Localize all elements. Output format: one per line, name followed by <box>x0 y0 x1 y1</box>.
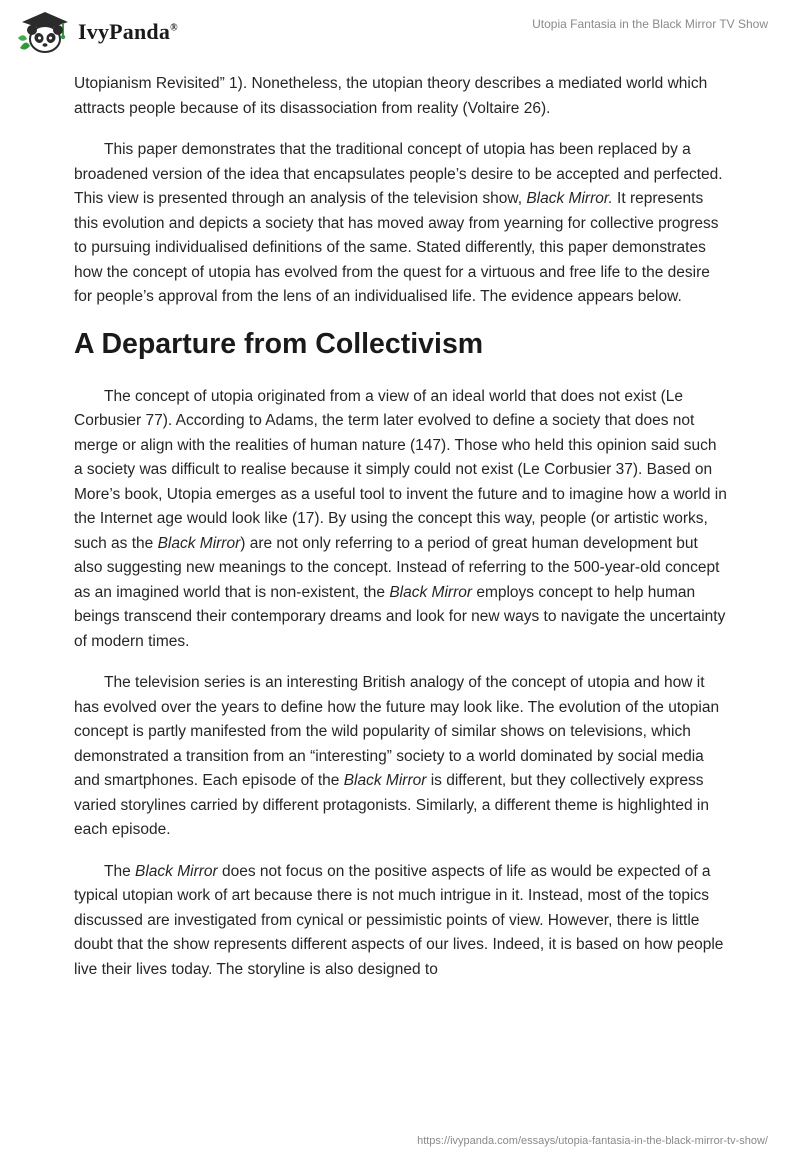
paragraph <box>74 138 728 310</box>
intro-paragraphs <box>74 72 728 310</box>
ivypanda-logo[interactable] <box>16 8 178 56</box>
paragraph-text: This paper demonstrates that the traditional concept of utopia has been replaced by a broadened version of the idea that encapsulates people’s desire to be accepted and perfected. This view is presented through an analysis of the television show, <box>74 141 723 207</box>
paragraph-text: ) are not only referring to a period of great human development but also suggesting new meanings to the concept. Instead of referring to the 500-year-old concept as an imagined world that is non-existent, the <box>74 534 720 601</box>
section-heading: A Departure from Collectivism <box>74 327 484 360</box>
italic-title: Black Mirror <box>343 772 427 789</box>
brand-name: IvyPanda® <box>78 19 178 44</box>
section-paragraphs <box>74 385 728 983</box>
paragraph-text: The <box>104 862 136 880</box>
panda-graduate-icon <box>16 8 74 56</box>
paragraph-text: employs concept to help human beings transcend their contemporary dreams and look for new ways to navigate the uncertainty of modern times. <box>74 583 726 650</box>
italic-title: Black Mirror <box>157 534 241 552</box>
paragraph-text: The television series is an interesting British analogy of the concept of utopia and how it has evolved over the years to define how the future may look like. The evolution of the utopian concept is partly manifested from the wild popularity of similar shows on televisions, which demonstrated a transition from an “interesting” society to a world dominated by social media and smartphones. Each episode of the <box>74 674 720 789</box>
paragraph <box>74 671 728 843</box>
paragraph-text: The concept of utopia originated from a view of an ideal world that does not exist (Le Corbusier 77). According to Adams, the term later evolved to define a society that does not merge or align with the realities of human nature (147). Those who held this opinion said such a society was difficult to realise because it simply could not exist (Le Corbusier 37). Based on More’s book, Utopia emerges as a useful tool to invent the future and to imagine how a world in the Internet age would look like (17). By using the concept this way, people (or artistic works, such as the <box>74 387 727 552</box>
paragraph-text: is different, but they collectively express varied storylines carried by different protagonists. Similarly, a different theme is highlighted in each episode. <box>74 772 709 838</box>
document-title: Utopia Fantasia in the Black Mirror TV Show <box>532 17 768 31</box>
italic-title: Black Mirror <box>135 862 218 880</box>
italic-title: Black Mirror. <box>526 190 613 207</box>
italic-title: Black Mirror <box>389 583 473 601</box>
paragraph-text: It represents this evolution and depicts a society that has moved away from yearning for collective progress to pursuing individualised definitions of the same. Stated differently, this paper demonstrates how the concept of utopia has evolved from the quest for a virtuous and free life to the desire for people’s approval from the lens of an individualised life. The evidence appears below. <box>74 190 719 305</box>
paragraph <box>74 860 728 983</box>
paragraph <box>74 385 728 655</box>
source-url[interactable]: https://ivypanda.com/essays/utopia-fantasia-in-the-black-mirror-tv-show/ <box>417 1135 768 1147</box>
essay-body <box>74 72 728 999</box>
page-header <box>0 0 800 64</box>
paragraph <box>74 72 728 121</box>
paragraph-text: Utopianism Revisited” 1). Nonetheless, the utopian theory describes a mediated world which attracts people because of its disassociation from reality (Voltaire 26). <box>74 75 708 117</box>
paragraph-text: does not focus on the positive aspects of life as would be expected of a typical utopian work of art because there is not much intrigue in it. Instead, most of the topics discussed are investigated from cynical or pessimistic points of view. However, there is little doubt that the show represents different aspects of our lives. Indeed, it is based on how people live their lives today. The storyline is also designed to <box>74 862 724 978</box>
